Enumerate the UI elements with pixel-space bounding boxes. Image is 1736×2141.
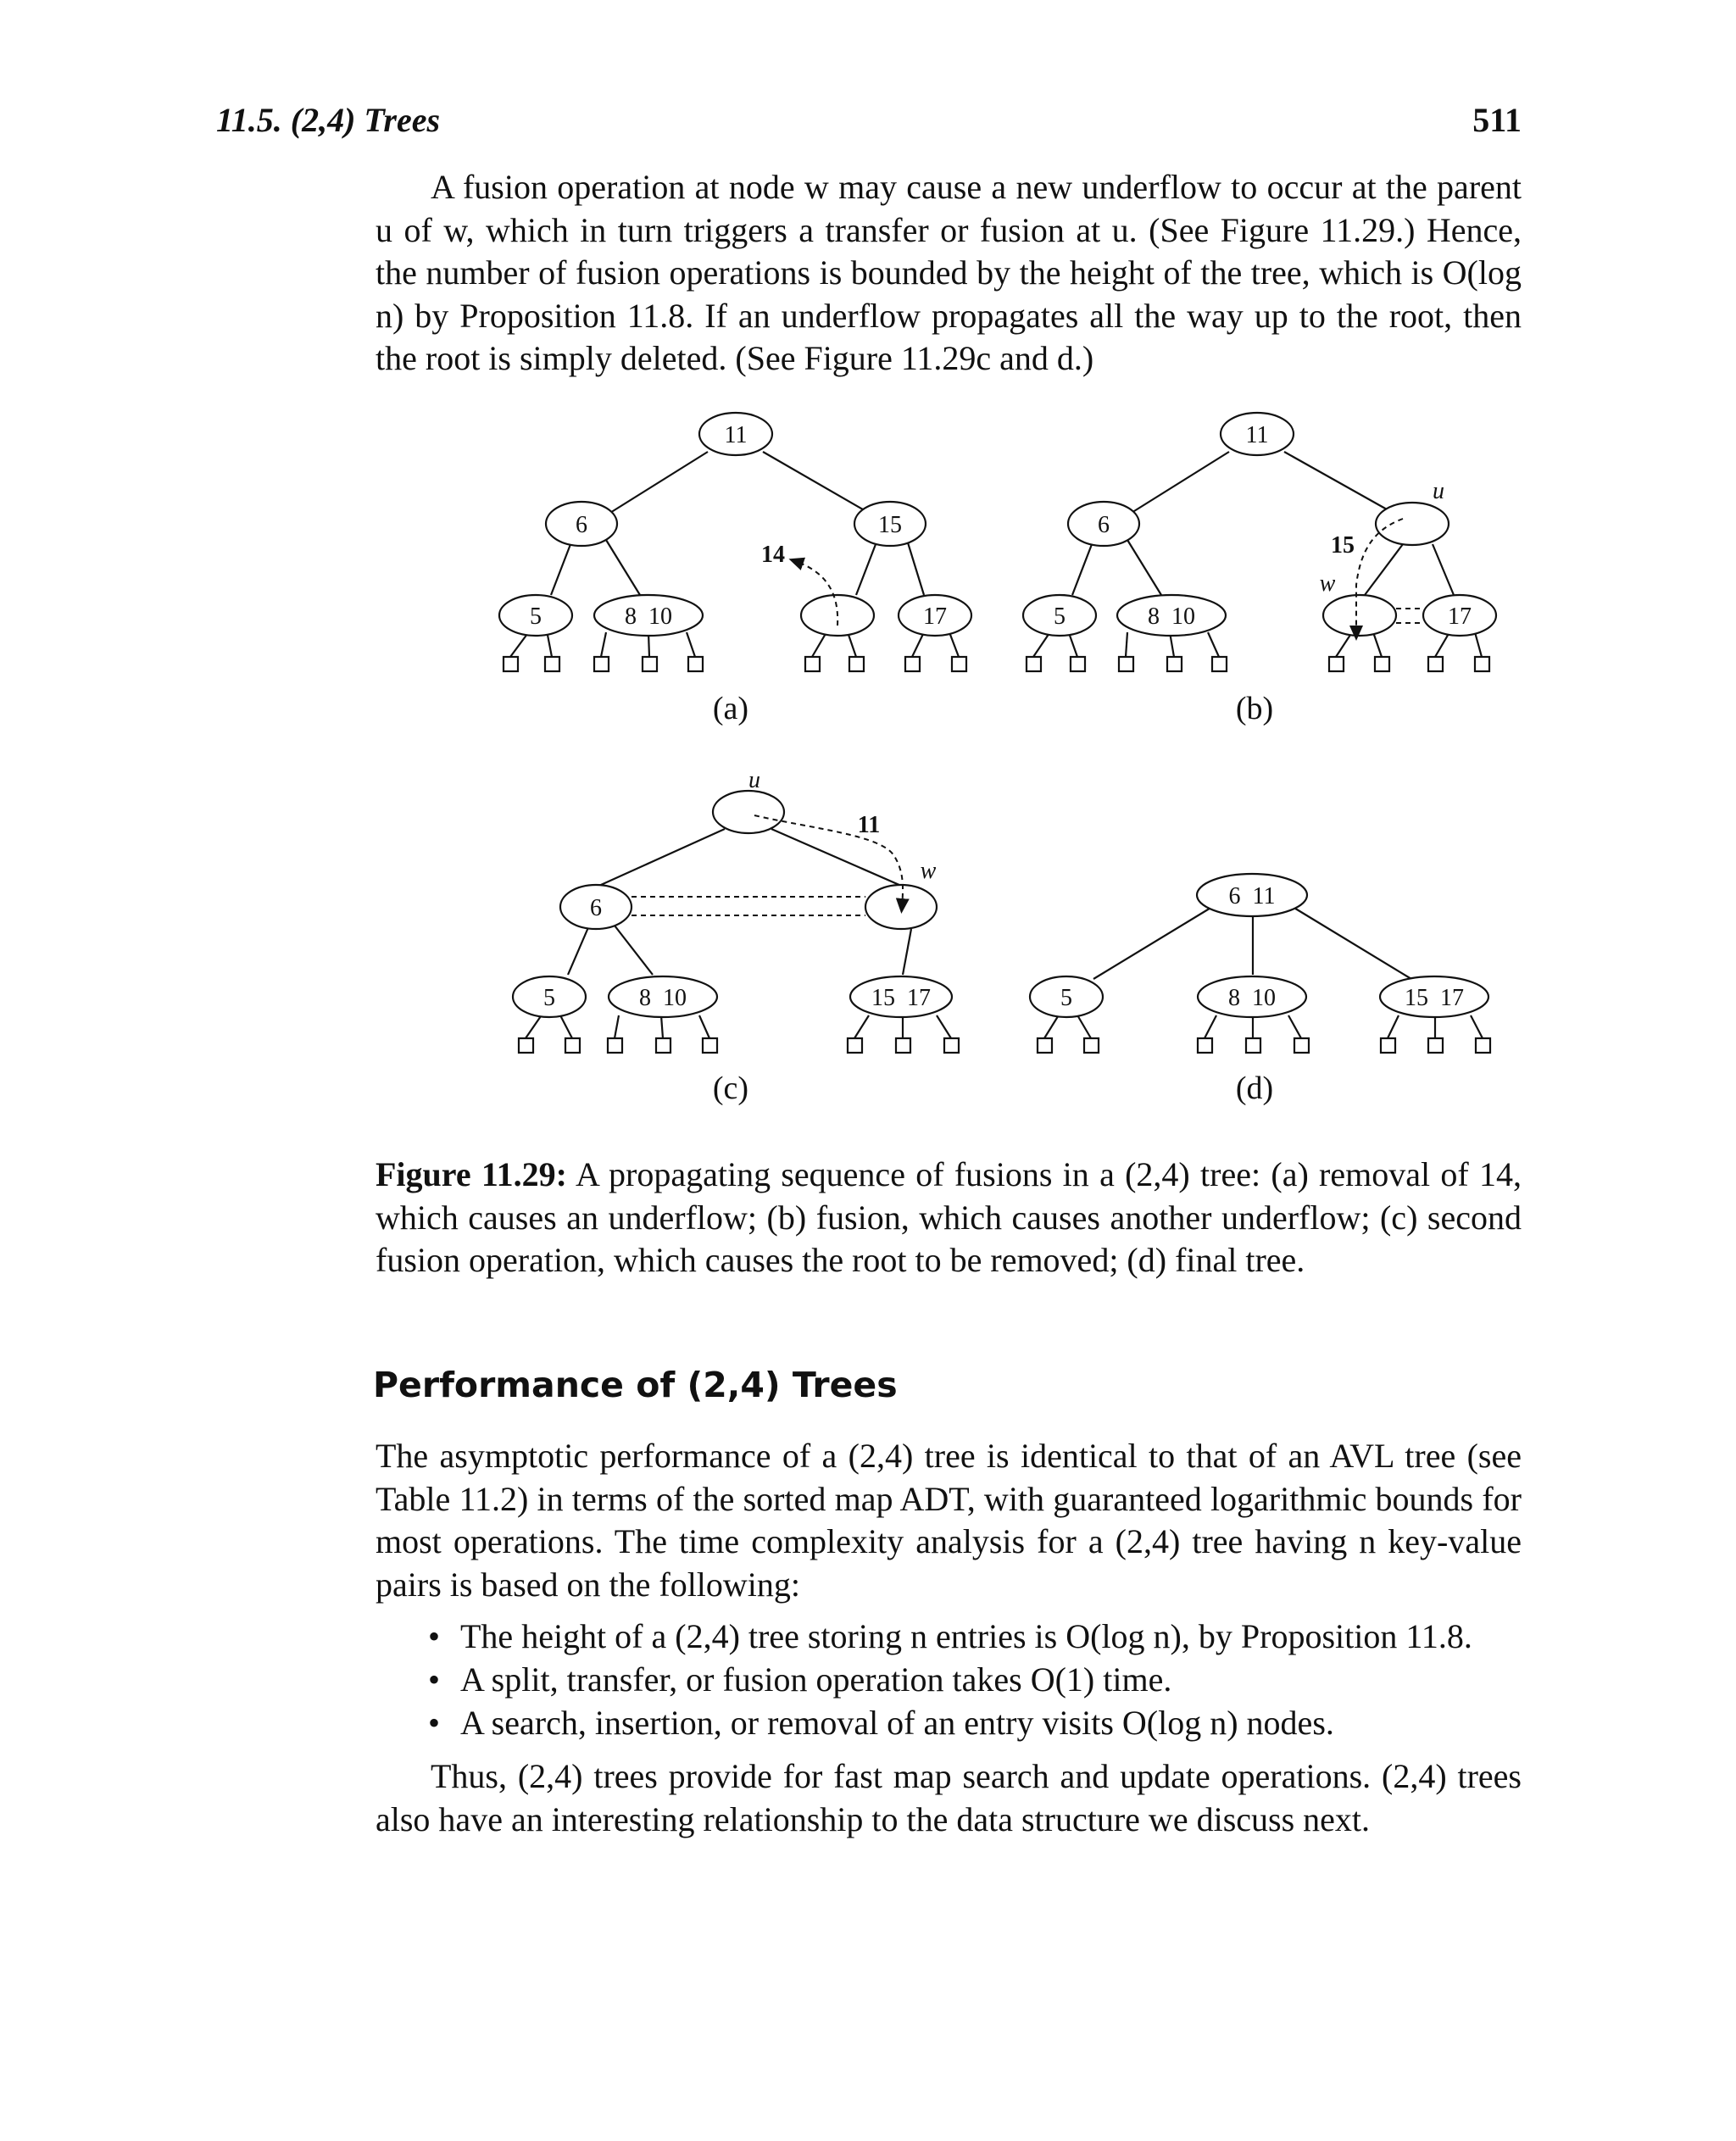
- node-c-root: [713, 791, 784, 833]
- moved-key-a: 14: [761, 542, 785, 568]
- label-d-leaf-1: 5: [1060, 985, 1072, 1011]
- section-heading: 11.5. (2,4) Trees: [216, 101, 441, 139]
- section-title: Performance of (2,4) Trees: [373, 1365, 898, 1405]
- label-b-left: 6: [1098, 512, 1110, 538]
- bullet-text: The height of a (2,4) tree storing n entries is O(log n), by Proposition 11.8.: [460, 1617, 1472, 1655]
- label-d-leaf-2: 8 10: [1228, 985, 1276, 1011]
- paragraph-closing-text: Thus, (2,4) trees provide for fast map search and update operations. (2,4) trees also have an interesting relationship to the data structure we discuss next.: [376, 1757, 1522, 1838]
- caption-label: Figure 11.29:: [376, 1155, 567, 1193]
- label-c-leaf-2: 8 10: [639, 985, 687, 1011]
- moved-key-c: 11: [857, 812, 881, 838]
- label-b-leaf-4: 17: [1448, 603, 1472, 630]
- panel-label-b: (b): [1235, 691, 1274, 726]
- bullet-item: • The height of a (2,4) tree storing n entries is O(log n), by Proposition 11.8.: [428, 1617, 1472, 1655]
- figure-caption: [376, 1154, 1522, 1282]
- label-b-u: u: [1433, 478, 1444, 504]
- label-d-leaf-3: 15 17: [1405, 985, 1464, 1011]
- panel-b-tree: [1033, 452, 1482, 657]
- leaf-b-3: [1323, 595, 1396, 636]
- paragraph-performance: [376, 1435, 1522, 1606]
- label-b-leaf-2: 8 10: [1148, 603, 1195, 630]
- paragraph-closing: [376, 1755, 1522, 1841]
- panel-d-tree: [1044, 907, 1483, 1038]
- bullet-text: A split, transfer, or fusion operation takes O(1) time.: [460, 1660, 1172, 1699]
- label-b-root: 11: [1245, 422, 1269, 448]
- paragraph-fusion-text: A fusion operation at node w may cause a new underflow to occur at the parent u of w, which in turn triggers a transfer or fusion at u. (See Figure 11.29.) Hence, the number of fusion operations is bounded by the height of the tree, which is O(log n) by Proposition 11.8. If an underflow propagates all the way up to the root, then the root is simply deleted. (See Figure 11.29c and d.): [376, 168, 1522, 377]
- caption-text: A propagating sequence of fusions in a (2,4) tree: (a) removal of 14, which causes an underflow; (b) fusion, which causes another underflow; (c) second fusion operation, which causes the root to be removed; (d) final tree.: [376, 1155, 1522, 1279]
- moved-key-b: 15: [1331, 532, 1355, 559]
- label-a-leaf-1: 5: [530, 603, 542, 630]
- node-b-right: [1376, 503, 1449, 545]
- label-a-root: 11: [724, 422, 748, 448]
- bullet-list: [428, 1615, 1530, 1744]
- label-b-w: w: [1319, 570, 1336, 597]
- panel-label-a: (a): [712, 691, 749, 726]
- label-a-leaf-2: 8 10: [625, 603, 672, 630]
- label-c-u: u: [748, 767, 760, 793]
- label-a-left: 6: [576, 512, 587, 538]
- label-c-w: w: [920, 858, 937, 884]
- bullet-text: A search, insertion, or removal of an entry visits O(log n) nodes.: [460, 1704, 1334, 1742]
- node-c-right: [865, 885, 937, 929]
- label-a-right: 15: [878, 512, 902, 538]
- bullet-item: • A search, insertion, or removal of an entry visits O(log n) nodes.: [428, 1704, 1334, 1742]
- page-number: 511: [1472, 101, 1522, 139]
- label-c-leaf-1: 5: [543, 985, 555, 1011]
- label-b-leaf-1: 5: [1054, 603, 1066, 630]
- label-a-leaf-4: 17: [923, 603, 947, 630]
- paragraph-performance-text: The asymptotic performance of a (2,4) tree is identical to that of an AVL tree (see Table 11.2) in terms of the sorted map ADT, with guaranteed logarithmic bounds for most operations. The time complexity analysis for a (2,4) tree having n key-value pairs is based on the following:: [376, 1437, 1522, 1604]
- label-c-leaf-3: 15 17: [871, 985, 931, 1011]
- panel-label-c: (c): [712, 1070, 749, 1106]
- bullet-item: • A split, transfer, or fusion operation takes O(1) time.: [428, 1660, 1172, 1699]
- label-c-left: 6: [590, 895, 602, 921]
- panel-a-tree: [510, 452, 959, 657]
- panel-label-d: (d): [1235, 1070, 1274, 1106]
- label-d-root: 6 11: [1228, 883, 1276, 909]
